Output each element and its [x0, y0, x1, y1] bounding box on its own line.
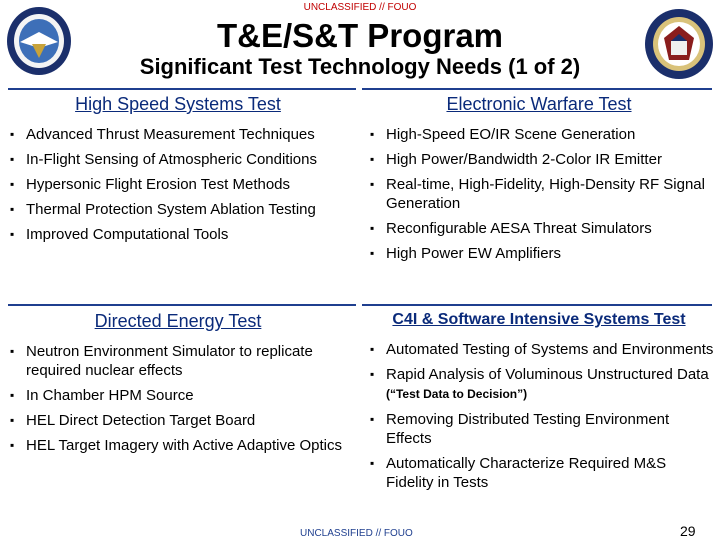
left-header-rule: [8, 88, 356, 90]
left-middle-rule: [8, 304, 356, 306]
test-data-to-decision-note: (“Test Data to Decision”): [386, 387, 528, 401]
list-item: ▪ Thermal Protection System Ablation Testing: [8, 200, 348, 219]
page-title: T&E/S&T Program: [216, 17, 504, 54]
right-header-rule: [362, 88, 712, 90]
c4i-list: [368, 340, 714, 498]
c4i-heading: C4I & Software Intensive Systems Test: [392, 311, 686, 328]
list-item: [368, 365, 714, 404]
high-speed-heading: High Speed Systems Test: [75, 94, 281, 114]
classification-banner-bottom: UNCLASSIFIED // FOUO: [300, 528, 413, 539]
directed-energy-list: [8, 342, 348, 461]
list-item: ▪ Advanced Thrust Measurement Techniques: [8, 125, 348, 144]
electronic-warfare-heading: Electronic Warfare Test: [446, 94, 632, 114]
list-item: ▪ Automatically Characterize Required M&S Fidelity in Tests: [368, 454, 714, 492]
list-item: ▪ In-Flight Sensing of Atmospheric Conditions: [8, 150, 348, 169]
high-speed-list: [8, 125, 348, 250]
directed-energy-heading: Directed Energy Test: [94, 311, 262, 331]
list-item: ▪ High-Speed EO/IR Scene Generation: [368, 125, 714, 144]
right-middle-rule: [362, 304, 712, 306]
electronic-warfare-list: [368, 125, 714, 269]
list-item: ▪ Real-time, High-Fidelity, High-Density RF Signal Generation: [368, 175, 714, 213]
page-number: 29: [680, 523, 696, 539]
list-item: ▪ In Chamber HPM Source: [8, 386, 348, 405]
list-item: ▪ Neutron Environment Simulator to replicate required nuclear effects: [8, 342, 348, 380]
list-item: ▪ Hypersonic Flight Erosion Test Methods: [8, 175, 348, 194]
list-item: ▪ High Power EW Amplifiers: [368, 244, 714, 263]
list-item: ▪ Reconfigurable AESA Threat Simulators: [368, 219, 714, 238]
page-subtitle: Significant Test Technology Needs (1 of 2): [139, 54, 581, 79]
list-item: ▪ HEL Direct Detection Target Board: [8, 411, 348, 430]
list-item: ▪ High Power/Bandwidth 2-Color IR Emitter: [368, 150, 714, 169]
list-item: ▪ HEL Target Imagery with Active Adaptive Optics: [8, 436, 348, 455]
list-item: ▪ Automated Testing of Systems and Environments: [368, 340, 714, 359]
list-item: ▪ Improved Computational Tools: [8, 225, 348, 244]
rapid-analysis-text: Rapid Analysis of Voluminous Unstructured Data: [386, 366, 709, 383]
classification-banner-top: UNCLASSIFIED // FOUO: [303, 2, 417, 13]
list-item: ▪ Removing Distributed Testing Environment Effects: [368, 410, 714, 448]
